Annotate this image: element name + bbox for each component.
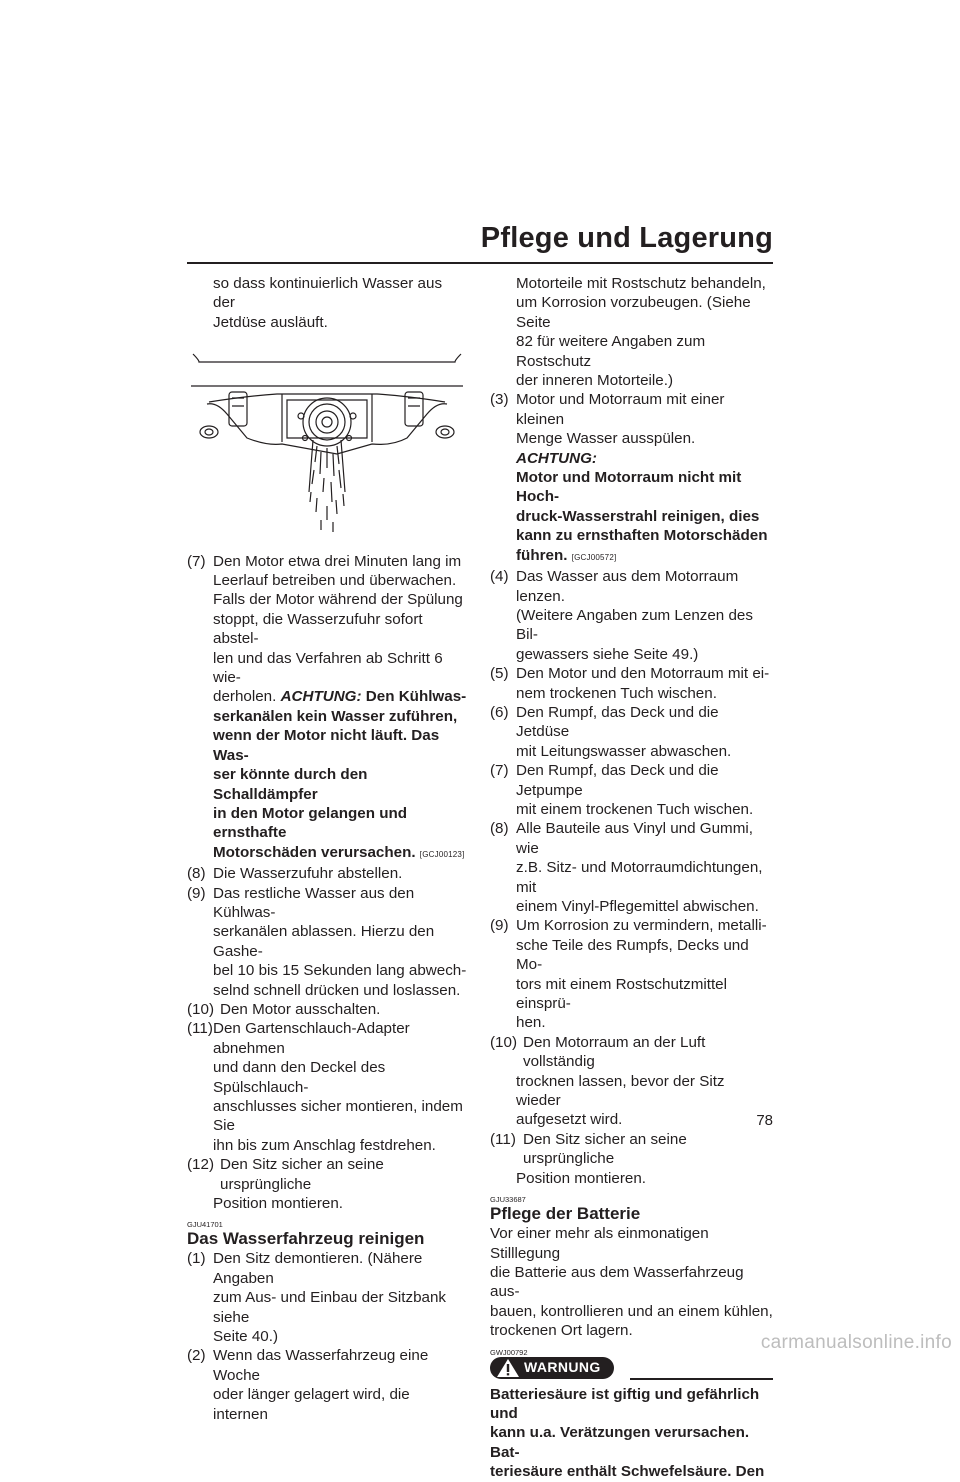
text-line	[213, 843, 467, 864]
text-line: hen.	[516, 1014, 546, 1032]
text-line: der inneren Motorteile.)	[516, 372, 674, 390]
intro-text	[187, 274, 467, 332]
clean-step-5	[490, 664, 773, 703]
watermark-text: carmanualsonline.info	[760, 1332, 952, 1353]
warning-rule	[630, 1378, 773, 1380]
step-number: (6)	[490, 703, 509, 721]
warning-header	[490, 1357, 773, 1381]
caution-code: [GCJ00572]	[571, 552, 617, 562]
text-line: Seite 40.)	[213, 1328, 279, 1346]
text-line: trockenen Ort lagern.	[490, 1322, 633, 1340]
text-line: Das restliche Wasser aus den Kühlwas-	[213, 884, 415, 921]
step-number: (8)	[187, 865, 206, 883]
step-number: (5)	[490, 665, 509, 683]
clean-step-11	[490, 1130, 773, 1188]
step-number: (7)	[490, 762, 509, 780]
section-code: GJU41701	[187, 1220, 223, 1230]
text-line: Vor einer mehr als einmonatigen Stilllegung	[490, 1225, 709, 1262]
warning-label: WARNUNG	[524, 1358, 601, 1375]
text-line: Position montieren.	[516, 1169, 647, 1187]
text-line: Falls der Motor während der Spülung	[213, 591, 463, 609]
text-line: Wenn das Wasserfahrzeug eine Woche	[213, 1347, 429, 1384]
text-line: kann u.a. Verätzungen verursachen. Bat-	[490, 1424, 750, 1461]
text-line: trocknen lassen, bevor der Sitz wieder	[516, 1072, 725, 1110]
step-number: (4)	[490, 568, 509, 586]
clean-step-2	[187, 1346, 467, 1424]
text-line: Den Gartenschlauch-Adapter abnehmen	[213, 1020, 410, 1057]
step-number: (2)	[187, 1347, 206, 1365]
text-line: selnd schnell drücken und loslassen.	[213, 981, 461, 999]
header-rule	[187, 262, 773, 264]
text-line: sche Teile des Rumpfs, Decks und Mo-	[516, 936, 749, 974]
text-line: ihn bis zum Anschlag festdrehen.	[213, 1136, 436, 1154]
battery-body	[490, 1224, 773, 1340]
step-number: (9)	[187, 884, 206, 902]
text-line: Den Rumpf, das Deck und die Jetpumpe	[516, 762, 719, 799]
text-line: anschlusses sicher montieren, indem Sie	[213, 1098, 463, 1135]
clean-step-6	[490, 703, 773, 761]
caution-code: [GCJ00123]	[419, 849, 465, 859]
text-line	[516, 546, 773, 567]
step-number: (11)	[187, 1020, 213, 1038]
caution-line: druck-Wasserstrahl reinigen, dies	[516, 507, 760, 525]
text-line: nem trockenen Tuch wischen.	[516, 684, 717, 702]
clean-step-7	[490, 761, 773, 819]
caution-line: Motor und Motorraum nicht mit Hoch-	[516, 469, 742, 506]
clean-step-9	[490, 916, 773, 1032]
step-number: (1)	[187, 1250, 206, 1268]
text-fragment: Menge Wasser ausspülen.	[516, 430, 696, 448]
step-number: (11)	[490, 1130, 516, 1148]
text-line: so dass kontinuierlich Wasser aus der	[213, 275, 443, 312]
clean-step-1	[187, 1249, 467, 1346]
caution-line: serkanälen kein Wasser zuführen,	[213, 707, 458, 725]
section-title: Pflege der Batterie	[490, 1204, 641, 1224]
caution-line: ser könnte durch den Schalldämpfer	[213, 766, 368, 803]
text-line: Das Wasser aus dem Motorraum lenzen.	[516, 568, 739, 605]
text-line: Den Motor etwa drei Minuten lang im	[213, 552, 462, 570]
caution-line: wenn der Motor nicht läuft. Das Was-	[213, 727, 440, 764]
step-number: (9)	[490, 917, 509, 935]
caution-text: Motorschäden verursachen.	[213, 843, 416, 861]
text-line: bel 10 bis 15 Sekunden lang abwech-	[213, 962, 467, 980]
jet-nozzle-flush-illustration	[187, 342, 467, 534]
step-number: (12)	[187, 1156, 215, 1174]
text-line: len und das Verfahren ab Schritt 6 wie-	[213, 649, 443, 687]
step-11	[187, 1019, 467, 1155]
warning-badge	[490, 1357, 614, 1379]
text-line: Den Sitz sicher an seine ursprüngliche	[220, 1156, 384, 1193]
text-line: die Batterie aus dem Wasserfahrzeug aus-	[490, 1263, 744, 1301]
page-header-title: Pflege und Lagerung	[480, 222, 773, 254]
step-number: (7)	[187, 552, 206, 570]
step-number: (8)	[490, 820, 509, 838]
section-title: Das Wasserfahrzeug reinigen	[187, 1229, 425, 1249]
text-line: Den Rumpf, das Deck und die Jetdüse	[516, 703, 719, 741]
text-line: Den Sitz sicher an seine ursprüngliche	[523, 1130, 687, 1168]
text-line: Den Motor und den Motorraum mit ei-	[516, 665, 770, 683]
text-line: teriesäure enthält Schwefelsäure. Den	[490, 1463, 765, 1481]
text-line: zum Aus- und Einbau der Sitzbank siehe	[213, 1289, 447, 1326]
caution-line: kann zu ernsthaften Motorschäden	[516, 527, 768, 545]
text-line	[213, 687, 467, 706]
text-line: mit einem trockenen Tuch wischen.	[516, 800, 754, 818]
step-9	[187, 884, 467, 1000]
step-number: (10)	[490, 1033, 518, 1051]
text-line: mit Leitungswasser abwaschen.	[516, 742, 732, 760]
page-number: 78	[756, 1112, 773, 1129]
text-line: z.B. Sitz- und Motorraumdichtungen, mit	[516, 859, 763, 896]
text-line: um Korrosion vorzubeugen. (Siehe Seite	[516, 294, 751, 331]
text-line: oder länger gelagert wird, die internen	[213, 1386, 410, 1423]
text-line: Den Sitz demontieren. (Nähere Angaben	[213, 1250, 423, 1287]
step-12	[187, 1155, 467, 1213]
caution-text: Den Kühlwas-	[361, 688, 467, 706]
text-line: Jetdüse ausläuft.	[213, 313, 328, 331]
clean-step-2-continued	[490, 274, 773, 390]
text-line: gewassers siehe Seite 49.)	[516, 645, 699, 663]
caution-text: führen.	[516, 546, 568, 564]
text-fragment: derholen.	[213, 688, 281, 706]
clean-step-10	[490, 1033, 773, 1130]
text-line: Leerlauf betreiben und überwachen.	[213, 572, 457, 590]
caution-label: ACHTUNG:	[516, 449, 597, 467]
text-line: Motorteile mit Rostschutz behandeln,	[516, 275, 766, 292]
step-7	[187, 552, 467, 865]
warning-code: GWJ00792	[490, 1347, 528, 1357]
text-line: tors mit einem Rostschutzmittel einsprü-	[516, 975, 727, 1013]
text-line	[516, 429, 773, 468]
text-line: 82 für weitere Angaben zum Rostschutz	[516, 333, 706, 370]
caution-label: ACHTUNG:	[280, 688, 362, 706]
step-8	[187, 864, 467, 883]
caution-line: in den Motor gelangen und ernsthafte	[213, 804, 408, 842]
left-column	[187, 274, 467, 1424]
section-code: GJU33687	[490, 1195, 526, 1205]
step-10	[187, 1000, 467, 1019]
text-line: stoppt, die Wasserzufuhr sofort abstel-	[213, 610, 423, 648]
text-line: serkanälen ablassen. Hierzu den Gashe-	[213, 923, 435, 960]
text-line: Alle Bauteile aus Vinyl und Gummi, wie	[516, 820, 753, 857]
clean-step-4	[490, 567, 773, 664]
right-column	[490, 274, 773, 1482]
text-line: einem Vinyl-Pflegemittel abwischen.	[516, 898, 759, 915]
text-line: (Weitere Angaben zum Lenzen des Bil-	[516, 606, 753, 644]
clean-step-3	[490, 390, 773, 567]
text-line: Position montieren.	[213, 1195, 344, 1213]
text-line: Den Motorraum an der Luft vollständig	[523, 1033, 706, 1071]
text-line: Batteriesäure ist giftig und gefährlich und	[490, 1385, 760, 1422]
text-line: aufgesetzt wird.	[516, 1111, 623, 1129]
text-line: bauen, kontrollieren und an einem kühlen,	[490, 1302, 773, 1320]
warning-triangle-icon	[496, 1358, 520, 1378]
text-line: Die Wasserzufuhr abstellen.	[213, 865, 403, 883]
step-number: (3)	[490, 391, 509, 409]
text-line: Um Korrosion zu vermindern, metalli-	[516, 917, 767, 935]
text-line: Motor und Motorraum mit einer kleinen	[516, 391, 725, 428]
clean-step-8	[490, 819, 773, 916]
step-number: (10)	[187, 1000, 215, 1018]
text-line: Den Motor ausschalten.	[220, 1000, 381, 1018]
text-line: und dann den Deckel des Spülschlauch-	[213, 1059, 386, 1096]
warning-text	[490, 1385, 773, 1482]
